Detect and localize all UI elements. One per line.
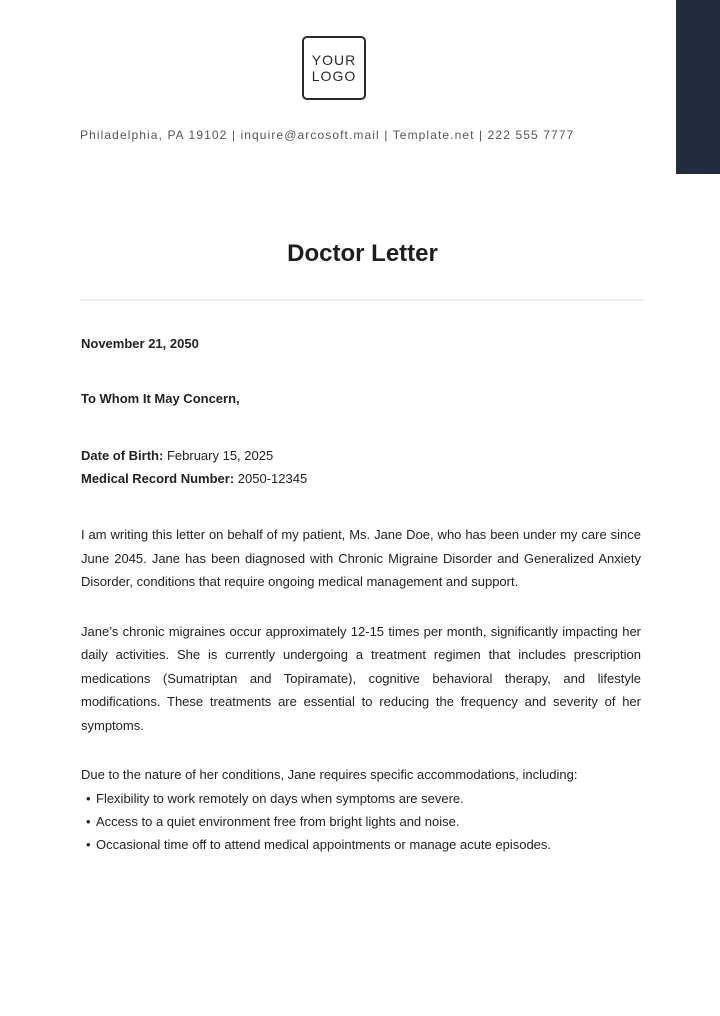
mrn-value: 2050-12345 — [237, 471, 308, 486]
mrn-row — [81, 467, 641, 490]
letter-salutation: To Whom It May Concern, — [81, 391, 240, 406]
list-item-text: Access to a quiet environment free from bright lights and noise. — [96, 813, 460, 829]
list-item — [81, 833, 641, 856]
paragraph-intro: I am writing this letter on behalf of my patient, Ms. Jane Doe, who has been under my care since June 2045. Jane has been diagnosed with Chronic Migraine Disorder and Generalized Anxiety Disorder, conditions that require ongoing medical management and support. — [81, 527, 641, 589]
logo-text-line1: YOUR — [311, 52, 357, 68]
letter-date: November 21, 2050 — [81, 336, 199, 351]
document-title: Doctor Letter — [287, 240, 438, 267]
bullet-icon: • — [86, 813, 91, 829]
title-divider — [80, 299, 644, 301]
contact-info: Philadelphia, PA 19102 | inquire@arcosoft.mail | Template.net | 222 555 7777 — [80, 128, 575, 142]
list-item — [81, 787, 641, 810]
dob-label: Date of Birth: — [81, 448, 164, 463]
corner-accent-bar — [676, 0, 720, 174]
paragraph-accommodations: Due to the nature of her conditions, Jane requires specific accommodations, including: — [81, 767, 578, 782]
paragraph-treatment: Jane’s chronic migraines occur approximately 12-15 times per month, significantly impacting her daily activities. She is currently undergoing a treatment regimen that includes prescription medications (Sumatriptan and Topiramate), cognitive behavioral therapy, and lifestyle modifications. These treatments are essential to reducing the frequency and severity of her symptoms. — [81, 623, 641, 733]
list-item — [81, 810, 641, 833]
logo-placeholder — [302, 36, 366, 100]
logo-text-line2: LOGO — [311, 68, 357, 84]
letter-body — [81, 335, 641, 856]
patient-fields — [81, 444, 641, 490]
bullet-icon: • — [86, 836, 91, 852]
list-item-text: Occasional time off to attend medical appointments or manage acute episodes. — [96, 836, 552, 852]
accommodations-list — [81, 787, 641, 856]
bullet-icon: • — [86, 790, 91, 806]
dob-row — [81, 444, 641, 467]
mrn-label: Medical Record Number: — [81, 471, 235, 486]
dob-value: February 15, 2025 — [166, 448, 274, 463]
list-item-text: Flexibility to work remotely on days when symptoms are severe. — [96, 790, 464, 806]
